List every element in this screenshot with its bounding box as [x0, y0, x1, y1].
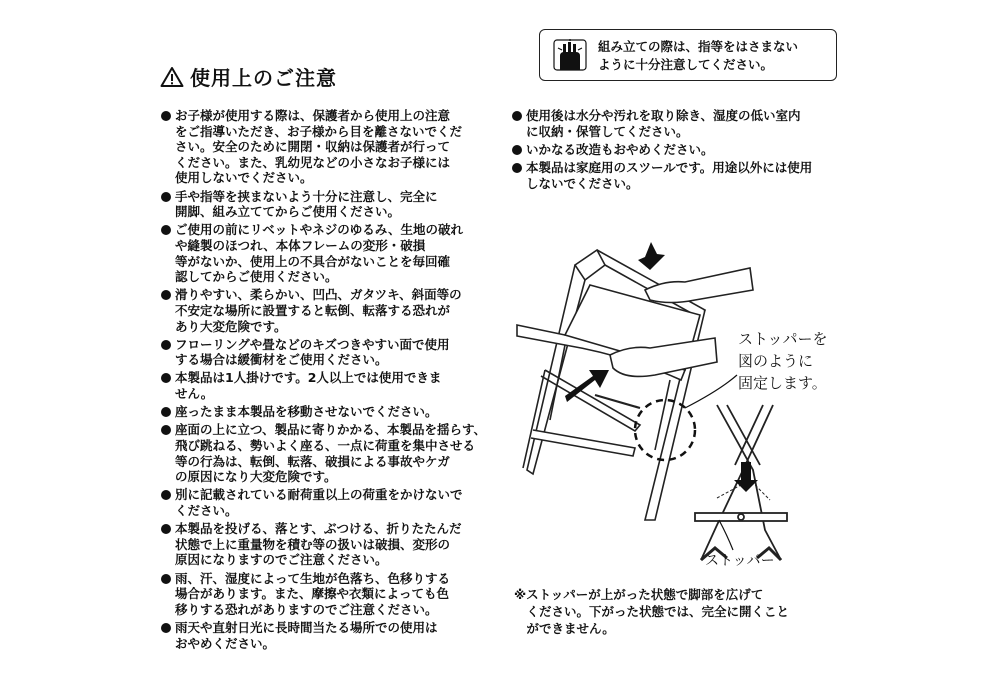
- pinch-warning-box: [539, 29, 837, 81]
- caution-item: 使用後は水分や汚れを取り除き、湿度の低い室内 に収納・保管してください。: [511, 108, 841, 139]
- warning-icon: [160, 66, 184, 88]
- pinch-warning-text: 組み立ての際は、指等をはさまない ように十分注意してください。: [598, 39, 799, 72]
- caution-item: 座ったまま本製品を移動させないでください。: [160, 404, 490, 420]
- stopper-footnote: ※ストッパーが上がった状態で脚部を広げて ください。下がった状態では、完全に開くこと ができません。: [514, 587, 790, 636]
- caution-item: 本製品は1人掛けです。2人以上では使用できま せん。: [160, 370, 490, 401]
- caution-item: お子様が使用する際は、保護者から使用上の注意 をご指導いただき、お子様から目を離さないでくだ さい。安全のために開閉・収納は保護者が行って ください。また、乳幼児などの小さなお子様には 使用しないでください。: [160, 108, 490, 186]
- caution-item: 雨天や直射日光に長時間当たる場所での使用は おやめください。: [160, 620, 490, 651]
- stool-diagram: [505, 230, 845, 580]
- caution-item: ご使用の前にリベットやネジのゆるみ、生地の破れ や縫製のほつれ、本体フレームの変形・破損 等がないか、使用上の不具合がないことを毎回確 認してからご使用ください。: [160, 222, 490, 284]
- caution-item: フローリングや畳などのキズつきやすい面で使用 する場合は緩衝材をご使用ください。: [160, 337, 490, 368]
- section-heading: [160, 62, 337, 91]
- caution-item: 雨、汗、湿度によって生地が色落ち、色移りする 場合があります。また、摩擦や衣類によっても色 移りする恐れがありますのでご注意ください。: [160, 571, 490, 618]
- caution-item: 本製品を投げる、落とす、ぶつける、折りたたんだ 状態で上に重量物を積む等の扱いは破損、変形の 原因になりますのでご注意ください。: [160, 521, 490, 568]
- hand-pinch-icon: [550, 36, 590, 74]
- stopper-label: ストッパー: [705, 553, 775, 569]
- caution-list-right: [511, 108, 841, 194]
- arrow-up-icon: [638, 242, 665, 270]
- caution-item: 手や指等を挟まないよう十分に注意し、完全に 開脚、組み立ててからご使用ください。: [160, 189, 490, 220]
- page-title: 使用上のご注意: [190, 66, 337, 90]
- caution-item: いかなる改造もおやめください。: [511, 142, 841, 158]
- caution-list-left: [160, 108, 490, 654]
- stool-illustration: [517, 250, 753, 520]
- caution-item: 座面の上に立つ、製品に寄りかかる、本製品を揺らす、 飛び跳ねる、勢いよく座る、一点に荷重を集中させる 等の行為は、転倒、転落、破損による事故やケガ の原因になり大変危険です。: [160, 422, 490, 484]
- stopper-callout: ストッパーを 図のように 固定します。: [738, 330, 828, 392]
- caution-item: 滑りやすい、柔らかい、凹凸、ガタツキ、斜面等の 不安定な場所に設置すると転倒、転落する恐れが あり大変危険です。: [160, 287, 490, 334]
- caution-item: 別に記載されている耐荷重以上の荷重をかけないで ください。: [160, 487, 490, 518]
- caution-item: 本製品は家庭用のスツールです。用途以外には使用 しないでください。: [511, 160, 841, 191]
